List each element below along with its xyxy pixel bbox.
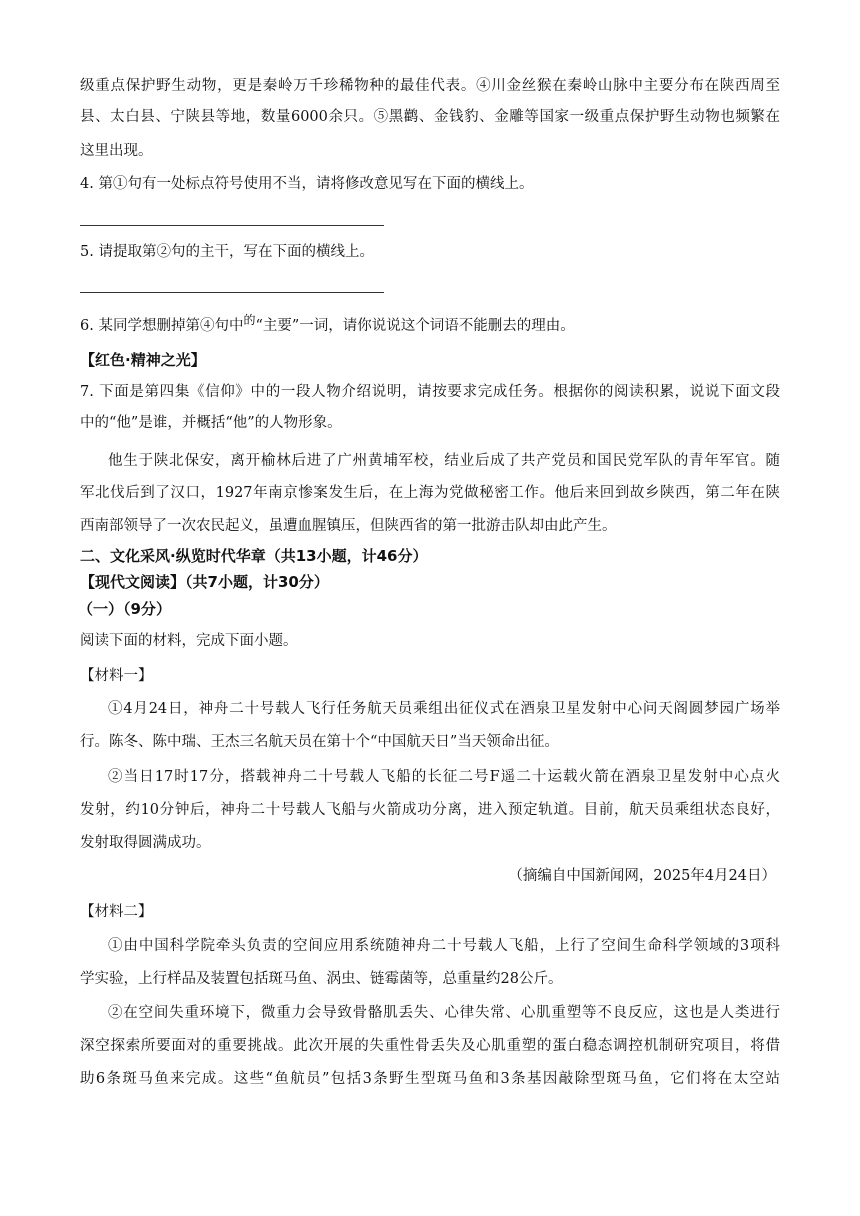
q7-passage-line-1: 他生于陕北保安，离开榆林后进了广州黄埔军校，结业后成了共产党员和国民党军队的青年军官。随	[108, 453, 780, 469]
material-1-p2-line-1: ②当日17时17分，搭载神舟二十号载人飞船的长征二号F遥二十运载火箭在酒泉卫星发射中心点火	[108, 769, 780, 785]
q7-passage-line-3: 西南部领导了一次农民起义，虽遭血腥镇压，但陕西省的第一批游击队却由此产生。	[80, 518, 617, 534]
question-6	[80, 313, 575, 336]
intro-line-2: 县、太白县、宁陕县等地，数量6000余只。⑤黑鹳、金钱豹、金雕等国家一级重点保护野生动物也频繁在	[80, 109, 780, 125]
material-1-p2-line-2: 发射，约10分钟后，神舟二十号载人飞船与火箭成功分离，进入预定轨道。目前，航天员乘组状态良好，	[80, 802, 780, 818]
section-title-red-spirit: 【红色·精神之光】	[80, 351, 206, 369]
material-2-p1-line-1: ①由中国科学院牵头负责的空间应用系统随神舟二十号载人飞船，上行了空间生命科学领域的3项科	[108, 938, 780, 954]
material-1-p1-line-2: 行。陈冬、陈中瑞、王杰三名航天员在第十个“中国航天日”当天领命出征。	[80, 734, 559, 750]
material-2-label: 【材料二】	[80, 904, 153, 920]
part-2-title: 二、文化采风·纵览时代华章（共13小题，计46分）	[80, 547, 428, 565]
question-6-text-start: 6. 某同学想删掉第④句中	[80, 318, 244, 334]
material-1-label: 【材料一】	[80, 668, 153, 684]
question-6-raised-char: 的	[243, 313, 256, 327]
q7-passage-line-2: 军北伐后到了汉口，1927年南京惨案发生后，在上海为党做秘密工作。他后来回到故乡陕西，第二年在陕	[80, 485, 780, 501]
modern-reading-title: 【现代文阅读】（共7小题，计30分）	[80, 573, 329, 591]
material-1-p2-line-3: 发射取得圆满成功。	[80, 835, 211, 851]
material-1-source: （摘编自中国新闻网，2025年4月24日）	[508, 868, 776, 884]
intro-line-1: 级重点保护野生动物，更是秦岭万千珍稀物种的最佳代表。④川金丝猴在秦岭山脉中主要分布在陕西周至	[80, 78, 780, 94]
reading-instruction: 阅读下面的材料，完成下面小题。	[80, 633, 298, 649]
answer-line-5[interactable]	[80, 292, 384, 293]
question-7-line-1: 7. 下面是第四集《信仰》中的一段人物介绍说明，请按要求完成任务。根据你的阅读积累，说说下面文段	[80, 384, 780, 400]
material-2-p2-line-2: 深空探索所要面对的重要挑战。此次开展的失重性骨丢失及心肌重塑的蛋白稳态调控机制研究项目，将借	[80, 1038, 780, 1054]
material-2-p2-line-1: ②在空间失重环境下，微重力会导致骨骼肌丢失、心律失常、心肌重塑等不良反应，这也是人类进行	[108, 1005, 780, 1021]
material-2-p2-line-3: 助6条斑马鱼来完成。这些“鱼航员”包括3条野生型斑马鱼和3条基因敲除型斑马鱼，它们将在太空站	[80, 1071, 780, 1087]
question-4: 4. 第①句有一处标点符号使用不当，请将修改意见写在下面的横线上。	[80, 176, 534, 192]
group-1-title: （一）（9分）	[78, 600, 171, 618]
question-6-text-end: “主要”一词，请你说说这个词语不能删去的理由。	[255, 318, 575, 334]
question-5: 5. 请提取第②句的主干，写在下面的横线上。	[80, 244, 374, 260]
intro-line-3: 这里出现。	[80, 143, 153, 159]
question-7-line-2: 中的“他”是谁，并概括“他”的人物形象。	[80, 415, 342, 431]
material-1-p1-line-1: ①4月24日，神舟二十号载人飞行任务航天员乘组出征仪式在酒泉卫星发射中心问天阁圆梦园广场举	[108, 701, 780, 717]
answer-line-4[interactable]	[80, 225, 384, 226]
material-2-p1-line-2: 学实验，上行样品及装置包括斑马鱼、涡虫、链霉菌等，总重量约28公斤。	[80, 971, 563, 987]
